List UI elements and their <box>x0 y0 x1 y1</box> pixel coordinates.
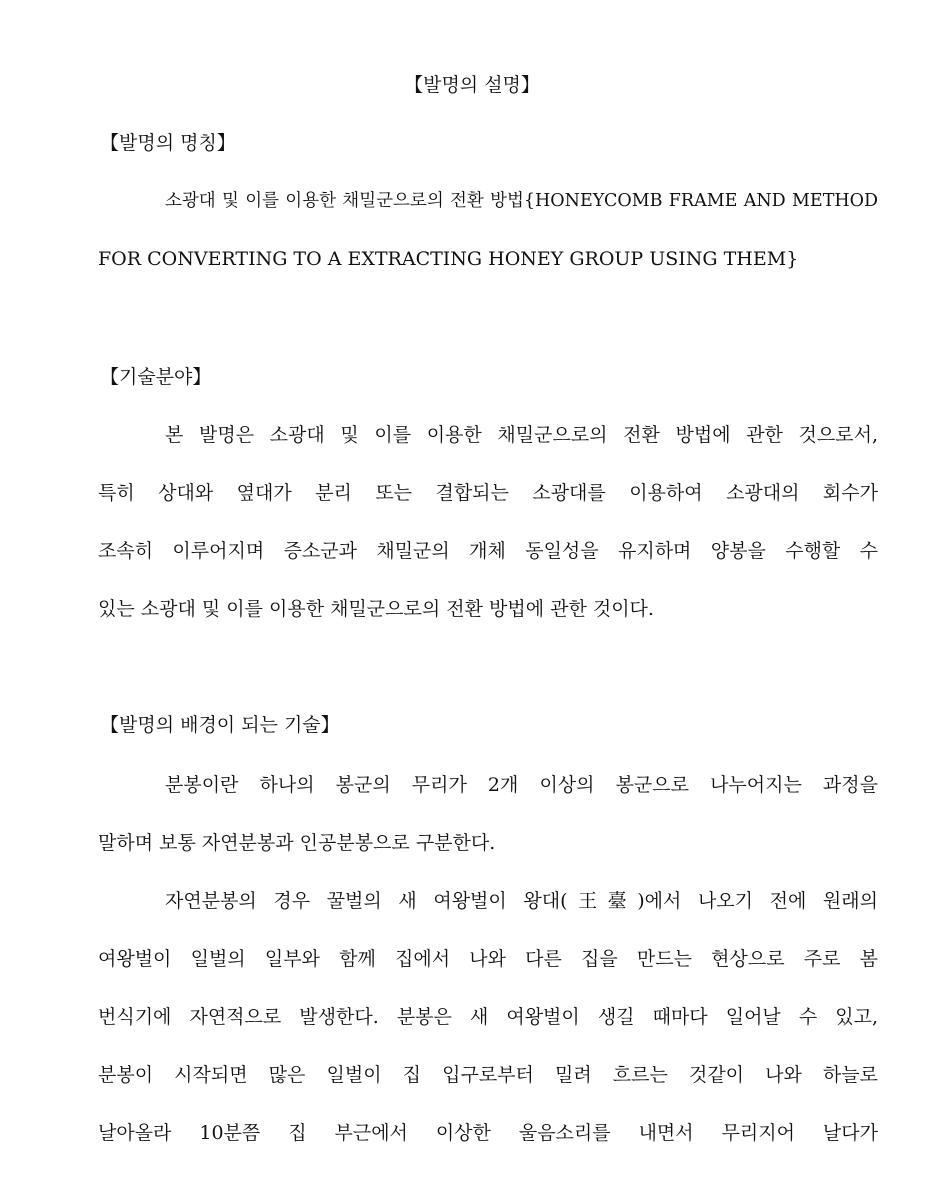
text-line: 자연분봉의 경우 꿀벌의 새 여왕벌이 왕대(王臺)에서 나오기 전에 원래의 <box>165 890 878 912</box>
text-line: 소광대 및 이를 이용한 채밀군으로의 전환 방법{HONEYCOMB FRAME AND METHOD <box>165 191 878 211</box>
text-line: 분봉이 시작되면 많은 일벌이 집 입구로부터 밀려 흐르는 것같이 나와 하늘로 <box>98 1064 878 1086</box>
text-line: 분봉이란 하나의 봉군의 무리가 2개 이상의 봉군으로 나누어지는 과정을 <box>165 774 878 796</box>
section-heading-background-art: 【발명의 배경이 되는 기술】 <box>100 714 340 736</box>
text-line: 날아올라 10분쯤 집 부근에서 이상한 울음소리를 내면서 무리지어 날다가 <box>98 1122 878 1144</box>
document-title: 【발명의 설명】 <box>404 74 540 96</box>
section-heading-technical-field: 【기술분야】 <box>100 366 212 388</box>
text-line: 번식기에 자연적으로 발생한다. 분봉은 새 여왕벌이 생길 때마다 일어날 수 있고, <box>98 1006 878 1028</box>
text-line: FOR CONVERTING TO A EXTRACTING HONEY GROUP USING THEM} <box>98 248 799 270</box>
text-line: 여왕벌이 일벌의 일부와 함께 집에서 나와 다른 집을 만드는 현상으로 주로 봄 <box>98 948 878 970</box>
section-heading-invention-name: 【발명의 명칭】 <box>100 132 236 154</box>
text-line: 조속히 이루어지며 증소군과 채밀군의 개체 동일성을 유지하며 양봉을 수행할 수 <box>98 540 878 562</box>
text-line: 본 발명은 소광대 및 이를 이용한 채밀군으로의 전환 방법에 관한 것으로서, <box>165 424 878 446</box>
text-line: 말하며 보통 자연분봉과 인공분봉으로 구분한다. <box>98 832 496 854</box>
text-line: 있는 소광대 및 이를 이용한 채밀군으로의 전환 방법에 관한 것이다. <box>98 598 654 620</box>
text-line: 특히 상대와 옆대가 분리 또는 결합되는 소광대를 이용하여 소광대의 회수가 <box>98 482 878 504</box>
